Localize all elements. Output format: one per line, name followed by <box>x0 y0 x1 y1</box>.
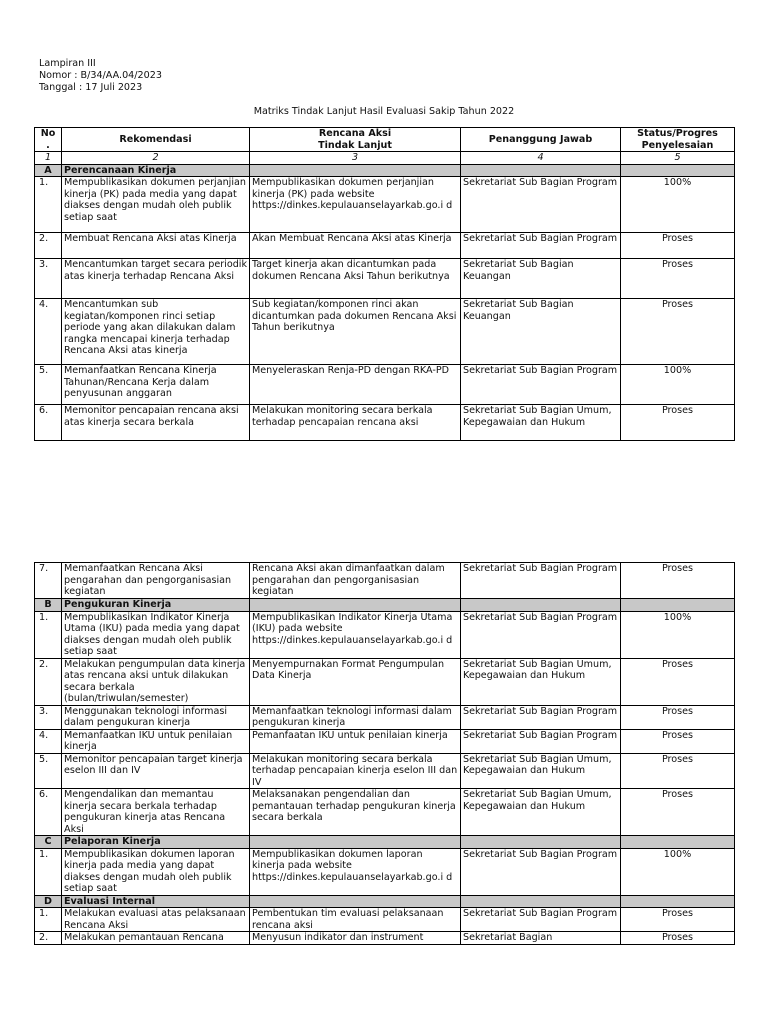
section-letter: C <box>35 836 62 849</box>
row-rencana: Target kinerja akan dicantumkan pada dokumen Rencana Aksi Tahun berikutnya <box>250 259 461 299</box>
row-rencana: Menyempurnakan Format Pengumpulan Data Kinerja <box>250 658 461 705</box>
row-status: 100% <box>621 365 735 405</box>
row-rencana: Menyusun indikator dan instrument <box>250 932 461 945</box>
row-no: 3. <box>35 705 62 729</box>
row-rencana: Mempublikasikan dokumen laporan kinerja pada website https://dinkes.kepulauanselayarkab.go.i d <box>250 848 461 895</box>
table-row <box>35 233 735 259</box>
row-rekomendasi: Memanfaatkan Rencana Aksi pengarahan dan pengorganisasian kegiatan <box>62 563 250 599</box>
index-cell: 2 <box>62 152 250 165</box>
row-status: Proses <box>621 233 735 259</box>
row-no: 7. <box>35 563 62 599</box>
index-cell: 1 <box>35 152 62 165</box>
table-row <box>35 908 735 932</box>
row-status: Proses <box>621 658 735 705</box>
row-pj: Sekretariat Sub Bagian Keuangan <box>461 259 621 299</box>
section-row <box>35 836 735 849</box>
row-pj: Sekretariat Sub Bagian Umum, Kepegawaian dan Hukum <box>461 789 621 836</box>
row-no: 4. <box>35 299 62 365</box>
section-letter: D <box>35 895 62 908</box>
row-rencana: Rencana Aksi akan dimanfaatkan dalam pengarahan dan pengorganisasian kegiatan <box>250 563 461 599</box>
row-status: Proses <box>621 259 735 299</box>
lampiran-label: Lampiran III <box>39 58 96 69</box>
row-status: 100% <box>621 177 735 233</box>
row-no: 1. <box>35 177 62 233</box>
table-row <box>35 365 735 405</box>
row-status: Proses <box>621 789 735 836</box>
table-row <box>35 405 735 441</box>
row-rencana: Mempublikasikan dokumen perjanjian kinerja (PK) pada website https://dinkes.kepulauanselayarkab.go.i d <box>250 177 461 233</box>
col-header-pj: Penanggung Jawab <box>461 128 621 152</box>
table-row <box>35 563 735 599</box>
section-title: Evaluasi Internal <box>62 895 250 908</box>
row-rekomendasi: Mencantumkan target secara periodik atas kinerja terhadap Rencana Aksi <box>62 259 250 299</box>
row-rencana: Melakukan monitoring secara berkala terhadap pencapaian rencana aksi <box>250 405 461 441</box>
row-rencana: Melaksanakan pengendalian dan pemantauan terhadap pengukuran kinerja secara berkala <box>250 789 461 836</box>
table-row <box>35 658 735 705</box>
row-rekomendasi: Mempublikasikan dokumen perjanjian kinerja (PK) pada media yang dapat diakses dengan mudah oleh publik setiap saat <box>62 177 250 233</box>
row-rencana: Melakukan monitoring secara berkala terhadap pencapaian kinerja eselon III dan IV <box>250 753 461 789</box>
col-header-rencana: Rencana Aksi Tindak Lanjut <box>250 128 461 152</box>
row-rencana: Memanfaatkan teknologi informasi dalam pengukuran kinerja <box>250 705 461 729</box>
row-status: 100% <box>621 848 735 895</box>
row-pj: Sekretariat Sub Bagian Program <box>461 233 621 259</box>
row-no: 6. <box>35 405 62 441</box>
row-status: Proses <box>621 729 735 753</box>
row-no: 4. <box>35 729 62 753</box>
row-rekomendasi: Mempublikasikan Indikator Kinerja Utama (IKU) pada media yang dapat diakses dengan mudah oleh publik setiap saat <box>62 611 250 658</box>
row-no: 1. <box>35 611 62 658</box>
table-row <box>35 789 735 836</box>
col-header-status: Status/Progres Penyelesaian <box>621 128 735 152</box>
row-no: 2. <box>35 233 62 259</box>
row-pj: Sekretariat Sub Bagian Program <box>461 848 621 895</box>
row-status: 100% <box>621 611 735 658</box>
row-status: Proses <box>621 405 735 441</box>
row-rencana: Sub kegiatan/komponen rinci akan dicantumkan pada dokumen Rencana Aksi Tahun berikutnya <box>250 299 461 365</box>
row-no: 1. <box>35 908 62 932</box>
row-no: 2. <box>35 658 62 705</box>
row-rekomendasi: Memanfaatkan Rencana Kinerja Tahunan/Rencana Kerja dalam penyusunan anggaran <box>62 365 250 405</box>
table-row <box>35 848 735 895</box>
nomor-label: Nomor : B/34/AA.04/2023 <box>39 70 162 81</box>
row-rencana: Akan Membuat Rencana Aksi atas Kinerja <box>250 233 461 259</box>
section-title: Pelaporan Kinerja <box>62 836 250 849</box>
row-pj: Sekretariat Sub Bagian Program <box>461 908 621 932</box>
table-row <box>35 611 735 658</box>
row-pj: Sekretariat Sub Bagian Program <box>461 365 621 405</box>
row-status: Proses <box>621 908 735 932</box>
row-status: Proses <box>621 753 735 789</box>
section-row <box>35 599 735 612</box>
matrix-table-page1 <box>34 127 735 441</box>
row-pj: Sekretariat Sub Bagian Program <box>461 177 621 233</box>
table-row <box>35 259 735 299</box>
row-no: 3. <box>35 259 62 299</box>
section-row <box>35 164 735 177</box>
row-pj: Sekretariat Sub Bagian Umum, Kepegawaian dan Hukum <box>461 405 621 441</box>
section-title: Perencanaan Kinerja <box>62 164 250 177</box>
row-pj: Sekretariat Bagian <box>461 932 621 945</box>
table-row <box>35 932 735 945</box>
tanggal-label: Tanggal : 17 Juli 2023 <box>39 82 143 93</box>
row-rencana: Menyeleraskan Renja-PD dengan RKA-PD <box>250 365 461 405</box>
row-pj: Sekretariat Sub Bagian Keuangan <box>461 299 621 365</box>
col-header-rekomendasi: Rekomendasi <box>62 128 250 152</box>
row-no: 2. <box>35 932 62 945</box>
document-header <box>39 58 162 94</box>
row-rekomendasi: Memonitor pencapaian rencana aksi atas kinerja secara berkala <box>62 405 250 441</box>
table-header-row <box>35 128 735 152</box>
row-rekomendasi: Mempublikasikan dokumen laporan kinerja pada media yang dapat diakses dengan mudah oleh publik setiap saat <box>62 848 250 895</box>
row-no: 5. <box>35 365 62 405</box>
table-row <box>35 705 735 729</box>
row-rekomendasi: Memonitor pencapaian target kinerja eselon III dan IV <box>62 753 250 789</box>
row-rekomendasi: Melakukan pemantauan Rencana <box>62 932 250 945</box>
row-no: 5. <box>35 753 62 789</box>
row-status: Proses <box>621 932 735 945</box>
row-rekomendasi: Membuat Rencana Aksi atas Kinerja <box>62 233 250 259</box>
row-rekomendasi: Mencantumkan sub kegiatan/komponen rinci setiap periode yang akan dilakukan dalam rangka mencapai kinerja terhadap Rencana Aksi atas kinerja <box>62 299 250 365</box>
row-pj: Sekretariat Sub Bagian Program <box>461 705 621 729</box>
row-status: Proses <box>621 299 735 365</box>
row-rekomendasi: Melakukan evaluasi atas pelaksanaan Rencana Aksi <box>62 908 250 932</box>
col-header-no: No . <box>35 128 62 152</box>
index-row <box>35 152 735 165</box>
row-rekomendasi: Memanfaatkan IKU untuk penilaian kinerja <box>62 729 250 753</box>
row-pj: Sekretariat Sub Bagian Umum, Kepegawaian dan Hukum <box>461 658 621 705</box>
table-row <box>35 753 735 789</box>
section-row <box>35 895 735 908</box>
row-rekomendasi: Melakukan pengumpulan data kinerja atas rencana aksi untuk dilakukan secara berkala (bulan/triwulan/semester) <box>62 658 250 705</box>
table-row <box>35 729 735 753</box>
index-cell: 3 <box>250 152 461 165</box>
index-cell: 5 <box>621 152 735 165</box>
row-no: 6. <box>35 789 62 836</box>
document-title: Matriks Tindak Lanjut Hasil Evaluasi Sakip Tahun 2022 <box>253 106 515 117</box>
row-pj: Sekretariat Sub Bagian Program <box>461 563 621 599</box>
row-rencana: Mempublikasikan Indikator Kinerja Utama (IKU) pada website https://dinkes.kepulauanselayarkab.go.i d <box>250 611 461 658</box>
section-title: Pengukuran Kinerja <box>62 599 250 612</box>
row-rekomendasi: Menggunakan teknologi informasi dalam pengukuran kinerja <box>62 705 250 729</box>
row-pj: Sekretariat Sub Bagian Umum, Kepegawaian dan Hukum <box>461 753 621 789</box>
section-letter: B <box>35 599 62 612</box>
table-row <box>35 177 735 233</box>
section-letter: A <box>35 164 62 177</box>
row-pj: Sekretariat Sub Bagian Program <box>461 729 621 753</box>
matrix-table-page2 <box>34 562 735 945</box>
row-pj: Sekretariat Sub Bagian Program <box>461 611 621 658</box>
row-no: 1. <box>35 848 62 895</box>
row-rencana: Pembentukan tim evaluasi pelaksanaan rencana aksi <box>250 908 461 932</box>
row-rencana: Pemanfaatan IKU untuk penilaian kinerja <box>250 729 461 753</box>
row-status: Proses <box>621 705 735 729</box>
table-row <box>35 299 735 365</box>
index-cell: 4 <box>461 152 621 165</box>
row-rekomendasi: Mengendalikan dan memantau kinerja secara berkala terhadap pengukuran kinerja atas Rencana Aksi <box>62 789 250 836</box>
row-status: Proses <box>621 563 735 599</box>
